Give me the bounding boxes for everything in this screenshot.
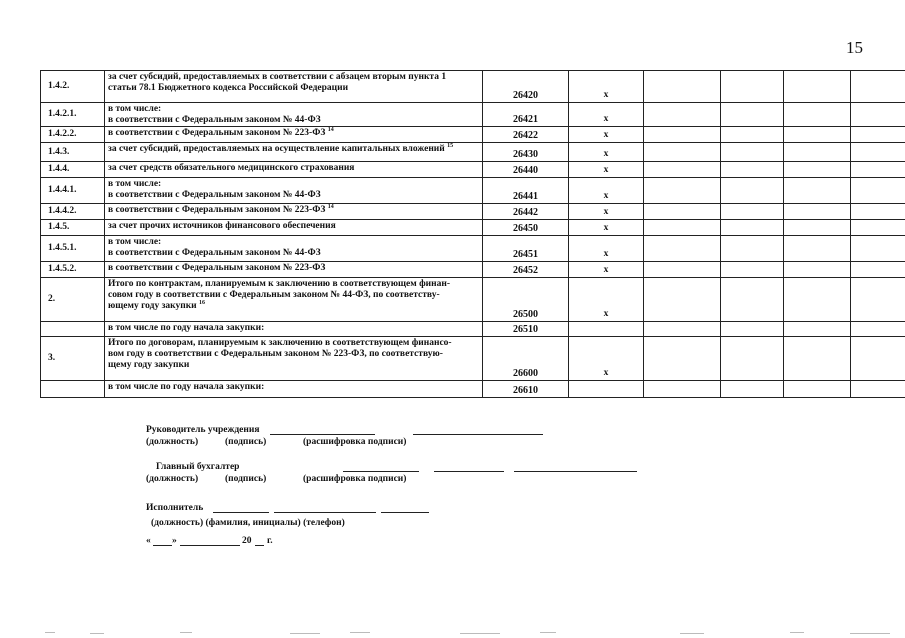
description-text: в том числе по году начала закупки: bbox=[108, 382, 265, 392]
accountant-label: Главный бухгалтер bbox=[156, 462, 240, 472]
head-label: Руководитель учреждения bbox=[146, 425, 260, 435]
row-code: 26450 bbox=[483, 220, 569, 236]
accountant-caption-decoding: (расшифровка подписи) bbox=[303, 474, 407, 484]
row-x-mark: x bbox=[569, 103, 644, 127]
row-number: 1.4.2.2. bbox=[41, 127, 105, 143]
accountant-position-line bbox=[343, 471, 419, 472]
footnote-marker: 15 bbox=[447, 142, 454, 149]
description-text: за счет прочих источников финансового обеспечения bbox=[108, 221, 336, 231]
description-text: в том числе: bbox=[108, 179, 162, 189]
head-position-line bbox=[270, 434, 375, 435]
row-number: 1.4.4.1. bbox=[41, 178, 105, 204]
description-text: в соответствии с Федеральным законом № 44-ФЗ bbox=[108, 248, 321, 258]
description-text: в соответствии с Федеральным законом № 223-ФЗ bbox=[108, 205, 326, 215]
executor-label: Исполнитель bbox=[146, 503, 204, 513]
executor-name-line bbox=[274, 512, 376, 513]
description-text: ющему году закупки bbox=[108, 301, 197, 311]
description-text: вом году в соответствии с Федеральным законом № 223-ФЗ, по соответствую- bbox=[108, 349, 443, 359]
row-x-mark: x bbox=[569, 262, 644, 278]
description-text: Итого по контрактам, планируемым к заключению в соответствующем финан- bbox=[108, 279, 451, 289]
description-text: в соответствии с Федеральным законом № 44-ФЗ bbox=[108, 190, 321, 200]
row-x-mark: x bbox=[569, 220, 644, 236]
description-text: в соответствии с Федеральным законом № 223-ФЗ bbox=[108, 128, 326, 138]
description-text: щему году закупки bbox=[108, 360, 190, 370]
row-number: 1.4.5.1. bbox=[41, 236, 105, 262]
description-text: совом году в соответствии с Федеральным законом № 44-ФЗ, по соответству- bbox=[108, 290, 440, 300]
date-year: 20 bbox=[242, 536, 252, 546]
row-code: 26422 bbox=[483, 127, 569, 143]
head-caption-signature: (подпись) bbox=[225, 437, 267, 447]
row-x-mark: x bbox=[569, 178, 644, 204]
description-text: в том числе: bbox=[108, 104, 162, 114]
row-code: 26421 bbox=[483, 103, 569, 127]
description-text: за счет средств обязательного медицинского страхования bbox=[108, 163, 355, 173]
row-code: 26430 bbox=[483, 143, 569, 162]
row-x-mark: x bbox=[569, 71, 644, 103]
row-code: 26451 bbox=[483, 236, 569, 262]
date-close-quote: » bbox=[172, 536, 177, 546]
row-number: 1.4.2. bbox=[41, 71, 105, 103]
row-code: 26442 bbox=[483, 204, 569, 220]
executor-caption: (должность) (фамилия, инициалы) (телефон) bbox=[151, 518, 345, 528]
row-code: 26420 bbox=[483, 71, 569, 103]
row-number: 1.4.2.1. bbox=[41, 103, 105, 127]
description-text: в соответствии с Федеральным законом № 44-ФЗ bbox=[108, 115, 321, 125]
description-text: за счет субсидий, предоставляемых на осуществление капитальных вложений bbox=[108, 144, 445, 154]
row-x-mark: x bbox=[569, 127, 644, 143]
description-text: в том числе: bbox=[108, 237, 162, 247]
row-number: 1.4.3. bbox=[41, 143, 105, 162]
date-suffix: г. bbox=[267, 536, 273, 546]
row-code: 26500 bbox=[483, 278, 569, 322]
footnote-marker: 16 bbox=[199, 299, 206, 306]
executor-position-line bbox=[213, 512, 269, 513]
date-year-line bbox=[255, 545, 264, 546]
date-day-line bbox=[153, 545, 172, 546]
row-number: 1.4.5.2. bbox=[41, 262, 105, 278]
row-x-mark: x bbox=[569, 204, 644, 220]
accountant-decoding-line bbox=[514, 471, 637, 472]
row-x-mark: x bbox=[569, 162, 644, 178]
head-caption-position: (должность) bbox=[146, 437, 199, 447]
row-code: 26440 bbox=[483, 162, 569, 178]
footnote-marker: 14 bbox=[327, 203, 334, 210]
description-text: в соответствии с Федеральным законом № 223-ФЗ bbox=[108, 263, 326, 273]
accountant-signature-line bbox=[434, 471, 504, 472]
date-open-quote: « bbox=[146, 536, 151, 546]
row-code: 26452 bbox=[483, 262, 569, 278]
row-x-mark: x bbox=[569, 337, 644, 381]
description-text: в том числе по году начала закупки: bbox=[108, 323, 265, 333]
description-text: Итого по договорам, планируемым к заключению в соответствующем финансо- bbox=[108, 338, 452, 348]
row-number: 1.4.5. bbox=[41, 220, 105, 236]
footnote-marker: 14 bbox=[327, 126, 334, 133]
scan-noise-decoration bbox=[0, 628, 905, 638]
row-x-mark: x bbox=[569, 278, 644, 322]
row-number: 3. bbox=[41, 337, 105, 381]
row-number: 2. bbox=[41, 278, 105, 322]
accountant-caption-position: (должность) bbox=[146, 474, 199, 484]
row-x-mark: x bbox=[569, 143, 644, 162]
page-number: 15 bbox=[846, 38, 863, 57]
description-text: статьи 78.1 Бюджетного кодекса Российской Федерации bbox=[108, 83, 349, 93]
executor-phone-line bbox=[381, 512, 429, 513]
accountant-caption-signature: (подпись) bbox=[225, 474, 267, 484]
head-caption-decoding: (расшифровка подписи) bbox=[303, 437, 407, 447]
description-text: за счет субсидий, предоставляемых в соответствии с абзацем вторым пункта 1 bbox=[108, 72, 447, 82]
row-number: 1.4.4.2. bbox=[41, 204, 105, 220]
row-code: 26441 bbox=[483, 178, 569, 204]
head-decoding-line bbox=[413, 434, 543, 435]
row-code: 26510 bbox=[483, 322, 569, 337]
row-code: 26600 bbox=[483, 337, 569, 381]
row-x-mark: x bbox=[569, 236, 644, 262]
row-code: 26610 bbox=[483, 381, 569, 398]
row-number: 1.4.4. bbox=[41, 162, 105, 178]
date-month-line bbox=[180, 545, 240, 546]
